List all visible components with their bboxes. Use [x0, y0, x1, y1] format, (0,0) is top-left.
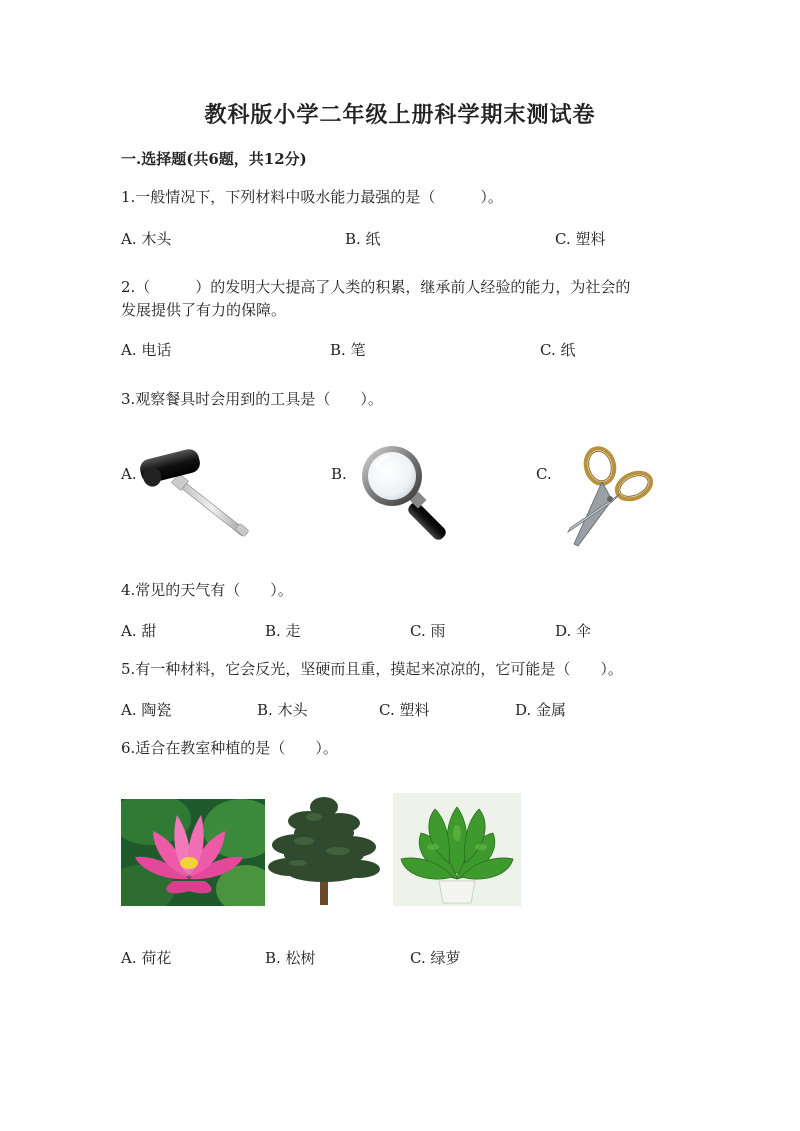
question-5: 5.有一种材料，它会反光，坚硬而且重，摸起来凉凉的，它可能是（ ）。	[121, 660, 623, 678]
pine-tree-image	[268, 793, 380, 906]
q3-option-c[interactable]: C.	[536, 465, 552, 483]
q4-option-d[interactable]: D. 伞	[555, 622, 592, 640]
question-2-line-2: 发展提供了有力的保障。	[121, 301, 287, 319]
question-1: 1.一般情况下，下列材料中吸水能力最强的是（ ）。	[121, 188, 503, 206]
q6-option-a[interactable]: A. 荷花	[121, 949, 172, 967]
q3-option-b[interactable]: B.	[331, 465, 347, 483]
question-6: 6.适合在教室种植的是（ ）。	[121, 739, 338, 757]
q4-option-c[interactable]: C. 雨	[410, 622, 446, 640]
q1-option-b[interactable]: B. 纸	[345, 230, 381, 248]
q4-option-a[interactable]: A. 甜	[121, 622, 157, 640]
q5-option-c[interactable]: C. 塑料	[379, 701, 430, 719]
lotus-image	[121, 799, 265, 906]
q2-option-a[interactable]: A. 电话	[121, 341, 172, 359]
q5-option-d[interactable]: D. 金属	[515, 701, 567, 719]
q2-option-c[interactable]: C. 纸	[540, 341, 576, 359]
question-3: 3.观察餐具时会用到的工具是（ ）。	[121, 390, 383, 408]
section-heading: 一.选择题(共6题，共12分)	[121, 150, 307, 168]
question-2-line-1: 2.（ ）的发明大大提高了人类的积累，继承前人经验的能力，为社会的	[121, 278, 631, 296]
q6-option-b[interactable]: B. 松树	[265, 949, 316, 967]
q4-option-b[interactable]: B. 走	[265, 622, 301, 640]
q6-option-c[interactable]: C. 绿萝	[410, 949, 461, 967]
q5-option-b[interactable]: B. 木头	[257, 701, 308, 719]
q1-option-c[interactable]: C. 塑料	[555, 230, 606, 248]
q5-option-a[interactable]: A. 陶瓷	[121, 701, 172, 719]
scissors-icon	[558, 444, 662, 550]
q3-option-a[interactable]: A.	[121, 465, 137, 483]
magnifier-icon	[358, 444, 452, 544]
question-4: 4.常见的天气有（ ）。	[121, 581, 293, 599]
q2-option-b[interactable]: B. 笔	[330, 341, 366, 359]
page-title: 教科版小学二年级上册科学期末测试卷	[204, 102, 596, 128]
hammer-icon	[136, 448, 256, 540]
q1-option-a[interactable]: A. 木头	[121, 230, 172, 248]
pothos-image	[393, 793, 521, 906]
